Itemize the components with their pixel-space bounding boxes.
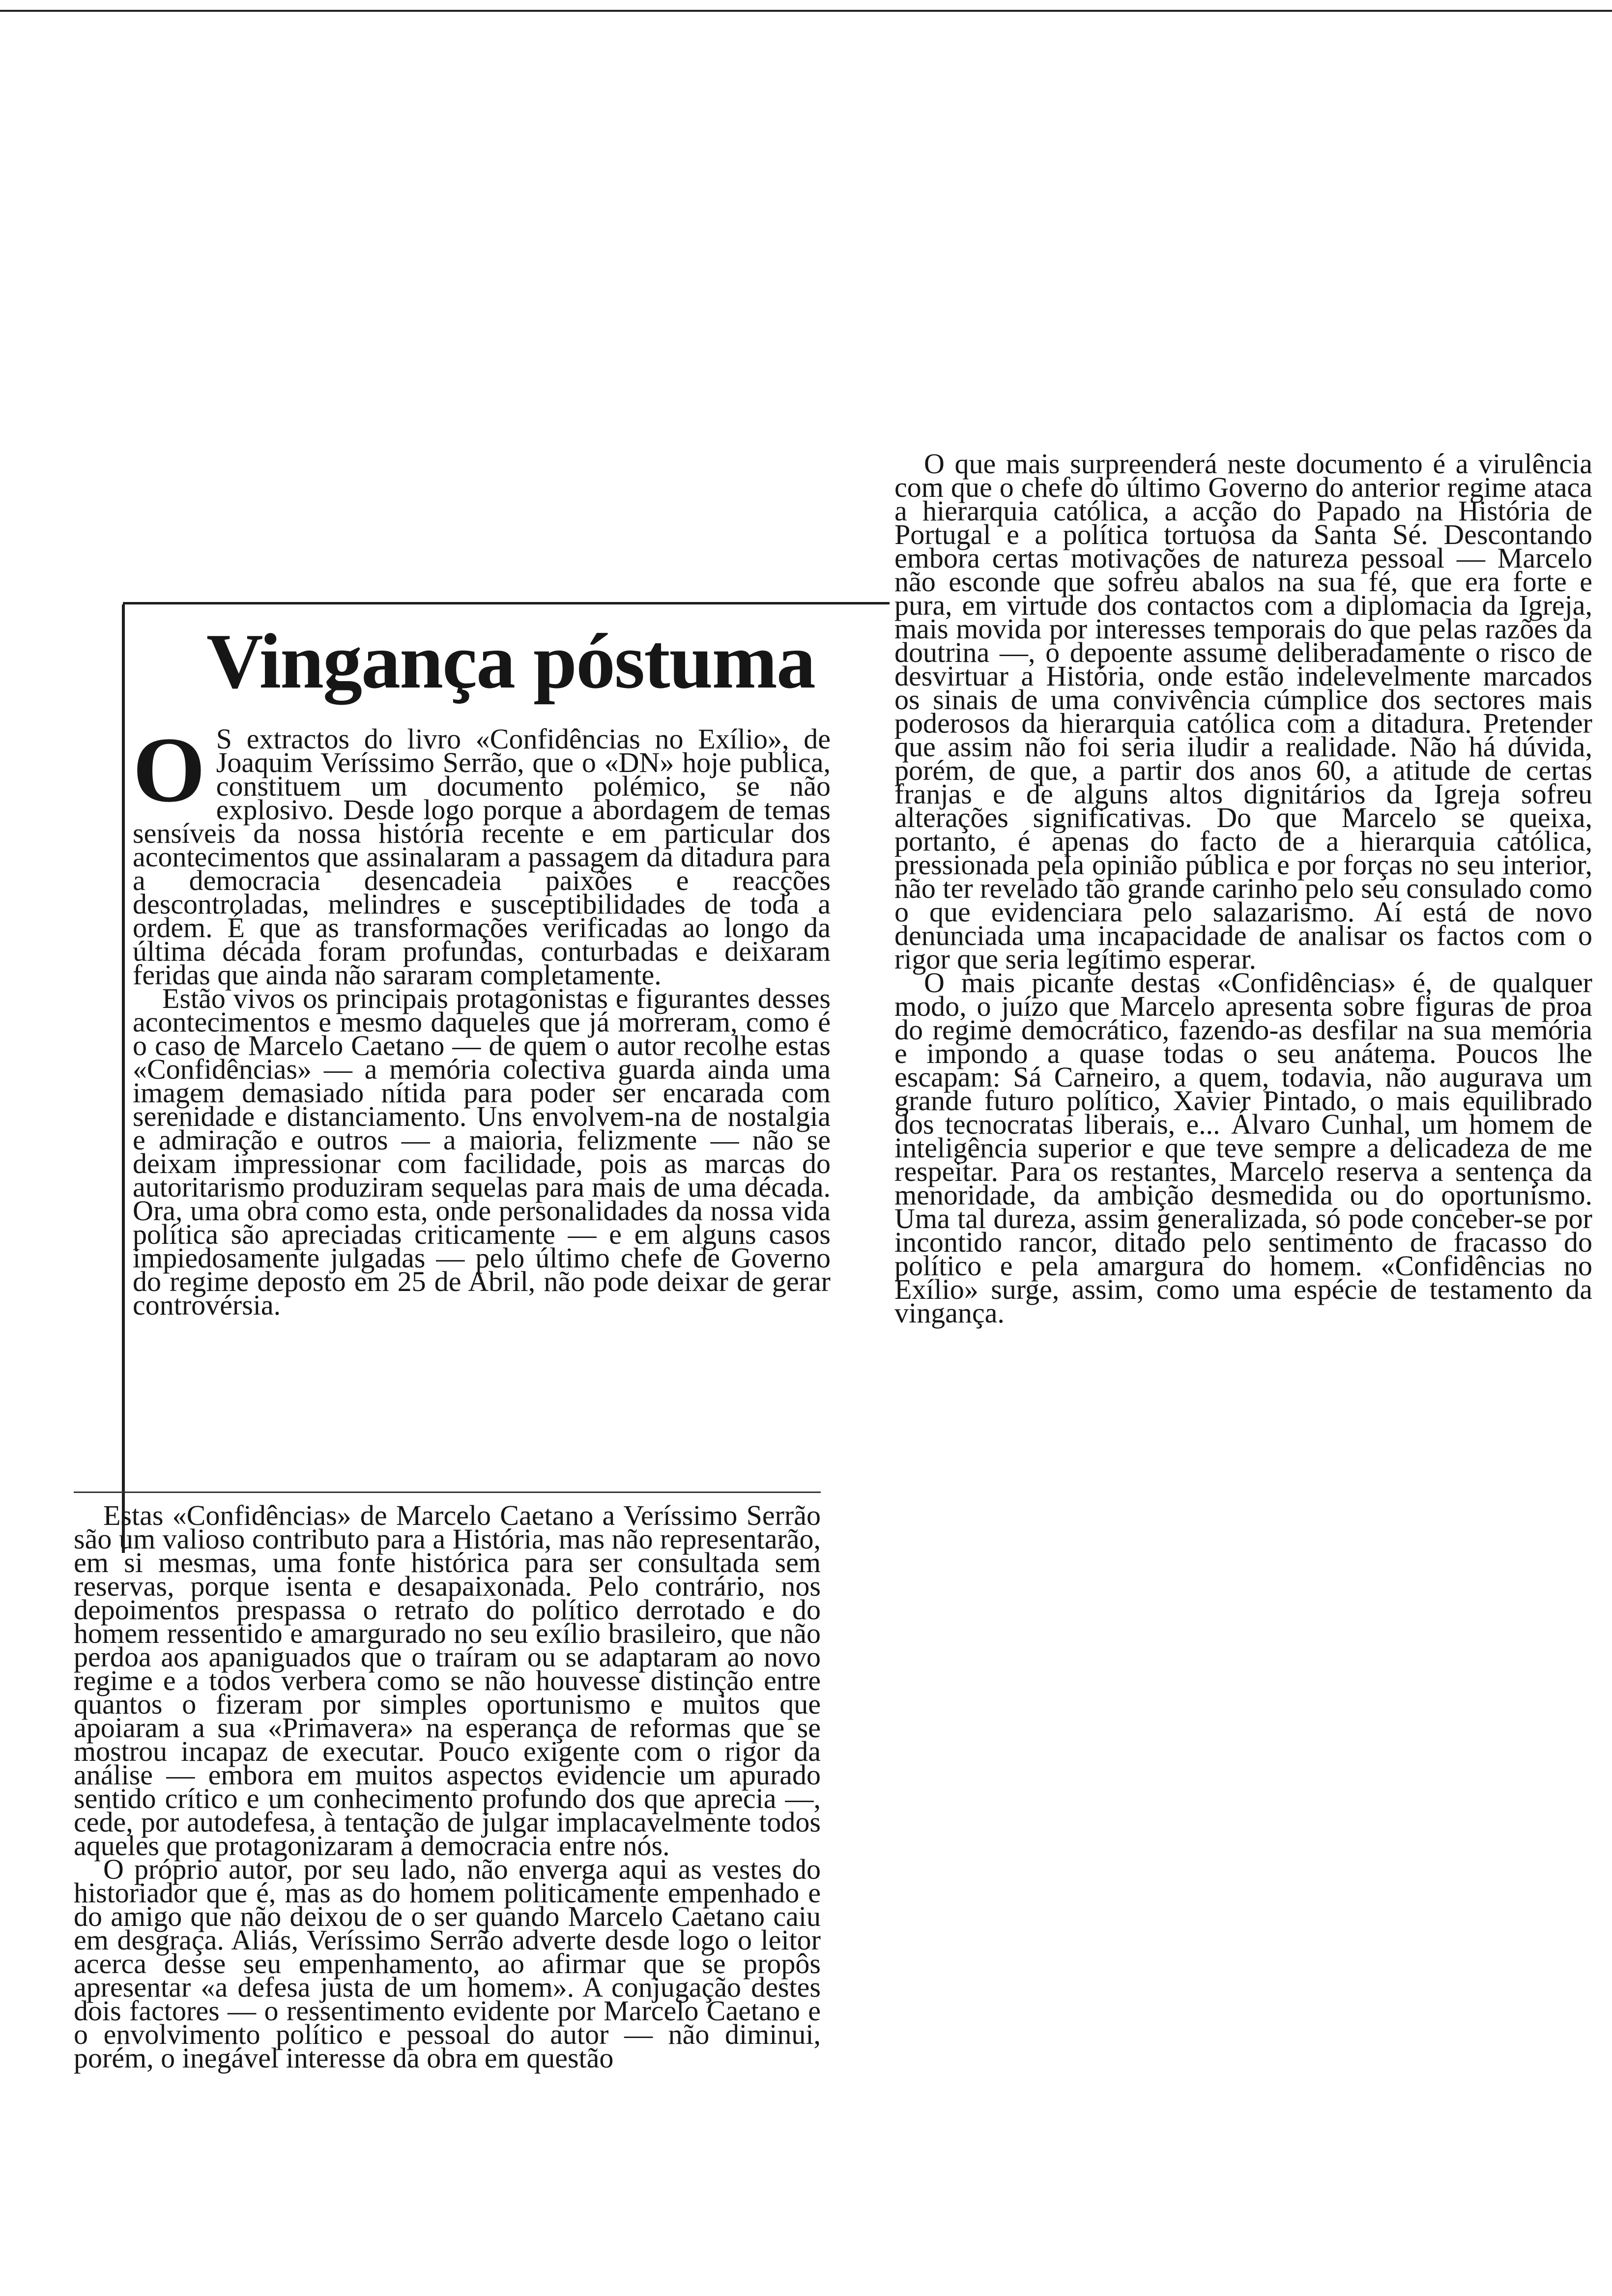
article-column-left-top xyxy=(133,718,831,1321)
scan-top-border xyxy=(0,10,1612,12)
paragraph-3: Estas «Confidências» de Marcelo Caetano a Veríssimo Serrão são um valioso contributo para a História, mas não representarão, em si mesmas, uma fonte histórica para ser consultada sem reservas, porque isenta e desapaixonada. Pelo contrário, nos depoimentos prespassa o retrato do político derrotado e do homem ressentido e amargurado no seu exílio brasileiro, que não perdoa aos apaniguados que o traíram ou se adaptaram ao novo regime e a todos verbera como se não houvesse distinção entre quantos o fizeram por simples oportunismo e muitos que apoiaram a sua «Primavera» na esperança de reformas que se mostrou incapaz de executar. Pouco exigente com o rigor da análise — embora em muitos aspectos evidencie um apurado sentido crítico e um conhecimento profundo dos que aprecia —, cede, por autodefesa, à tentação de julgar implacavelmente todos aqueles que protagonizaram a democracia entre nós. xyxy=(74,1499,821,1862)
paragraph-2: Estão vivos os principais protagonistas e figurantes desses acontecimentos e mesmo daqueles que já morreram, como é o caso de Marcelo Caetano — de quem o autor recolhe estas «Confidências» — a memória colectiva guarda ainda uma imagem demasiado nítida para poder ser encarada com serenidade e distanciamento. Uns envolvem-na de nostalgia e admiração e outros — a maioria, felizmente — não se deixam impressionar com facilidade, pois as marcas do autoritarismo produziram sequelas para mais de uma década. Ora, uma obra como esta, onde personalidades da nossa vida política são apreciadas criticamente — e em alguns casos impiedosamente julgadas — pelo último chefe de Governo do regime deposto em 25 de Abril, não pode deixar de gerar controvérsia. xyxy=(133,982,831,1321)
article-column-right xyxy=(894,448,1592,1329)
article-title: Vingança póstuma xyxy=(206,617,815,705)
paragraph-1 xyxy=(133,718,831,991)
drop-cap: O xyxy=(133,718,205,822)
title-top-rule xyxy=(123,602,890,604)
article-column-left-bottom xyxy=(74,1499,821,2074)
paragraph-6: O mais picante destas «Confidências» é, de qualquer modo, o juízo que Marcelo apresenta sobre figuras de proa do regime democrático, fazendo-as desfilar na sua memória e impondo a quase todas o seu anátema. Poucos lhe escapam: Sá Carneiro, a quem, todavia, não augurava um grande futuro político, Xavier Pintado, o mais equilibrado dos tecnocratas liberais, e... Álvaro Cunhal, um homem de inteligência superior e que teve sempre a delicadeza de me respeitar. Para os restantes, Marcelo reserva a sentença da menoridade, da ambição desmedida ou do oportunismo. Uma tal dureza, assim generalizada, só pode conceber-se por incontido rancor, ditado pelo sentimento de fracasso do político e pela amargura do homem. «Confidências no Exílio» surge, assim, como uma espécie de testamento da vingança. xyxy=(894,967,1592,1329)
paragraph-5: O que mais surpreenderá neste documento é a virulência com que o chefe do último Governo do anterior regime ataca a hierarquia católica, a acção do Papado na História de Portugal e a política tortuosa da Santa Sé. Descontando embora certas motivações de natureza pessoal — Marcelo não esconde que sofreu abalos na sua fé, que era forte e pura, em virtude dos contactos com a diplomacia da Igreja, mais movida por interesses temporais do que pelas razões da doutrina —, o depoente assume deliberadamente o risco de desvirtuar a História, onde estão indelevelmente marcados os sinais de uma convivência cúmplice dos sectores mais poderosos da hierarquia católica com a ditadura. Pretender que assim não foi seria iludir a realidade. Não há dúvida, porém, de que, a partir dos anos 60, a atitude de certas franjas e de alguns altos dignitários da Igreja sofreu alterações significativas. Do que Marcelo se queixa, portanto, é apenas do facto de a hierarquia católica, pressionada pela opinião pública e por forças no seu interior, não ter revelado tão grande carinho pelo seu consulado como o que evidenciara pelo salazarismo. Aí está de novo denunciada uma incapacidade de analisar os factos com o rigor que seria legítimo esperar. xyxy=(894,448,1592,975)
left-column-rule xyxy=(122,604,125,1553)
column-divider-rule xyxy=(74,1492,821,1493)
paragraph-1-text: S extractos do livro «Confidências no Exílio», de Joaquim Veríssimo Serrão, que o «DN» hoje publica, constituem um documento polémico, se não explosivo. Desde logo porque a abordagem de temas sensíveis da nossa história recente e em particular dos acontecimentos que assinalaram a passagem da ditadura para a democracia desencadeia paixões e reacções descontroladas, melindres e susceptibilidades de toda a ordem. É que as transformações verificadas ao longo da última década foram profundas, conturbadas e deixaram feridas que ainda não sararam completamente. xyxy=(133,723,831,991)
paragraph-4: O próprio autor, por seu lado, não enverga aqui as vestes do historiador que é, mas as do homem politicamente empenhado e do amigo que não deixou de o ser quando Marcelo Caetano caiu em desgraça. Aliás, Veríssimo Serrão adverte desde logo o leitor acerca desse seu empenhamento, ao afirmar que se propôs apresentar «a defesa justa de um homem». A conjugação destes dois factores — o ressentimento evidente por Marcelo Caetano e o envolvimento político e pessoal do autor — não diminui, porém, o inegável interesse da obra em questão xyxy=(74,1853,821,2074)
